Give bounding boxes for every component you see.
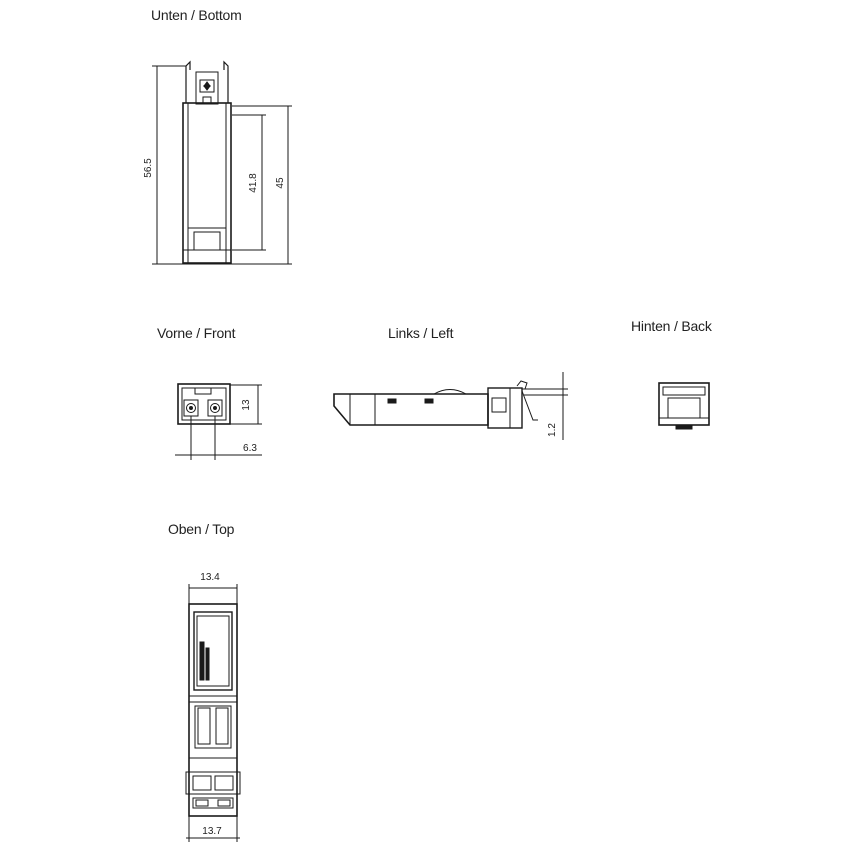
bottom-view-drawing	[152, 62, 292, 264]
top-view-title: Oben / Top	[168, 521, 235, 537]
front-view-title: Vorne / Front	[157, 325, 236, 341]
dim-6-3: 6.3	[243, 443, 257, 454]
left-view-title: Links / Left	[388, 325, 454, 341]
back-view-drawing	[659, 383, 709, 429]
top-view-drawing	[186, 584, 240, 842]
dim-13-7: 13.7	[202, 826, 222, 837]
bottom-view-title: Unten / Bottom	[151, 7, 242, 23]
dim-13-4: 13.4	[200, 572, 220, 583]
back-view-title: Hinten / Back	[631, 318, 712, 334]
dim-13: 13	[241, 399, 252, 411]
dim-1-2: 1.2	[547, 423, 558, 437]
dim-56-5: 56.5	[143, 158, 154, 178]
left-view-drawing	[334, 372, 568, 440]
dim-45: 45	[275, 177, 286, 189]
dim-41-8: 41.8	[248, 173, 259, 193]
